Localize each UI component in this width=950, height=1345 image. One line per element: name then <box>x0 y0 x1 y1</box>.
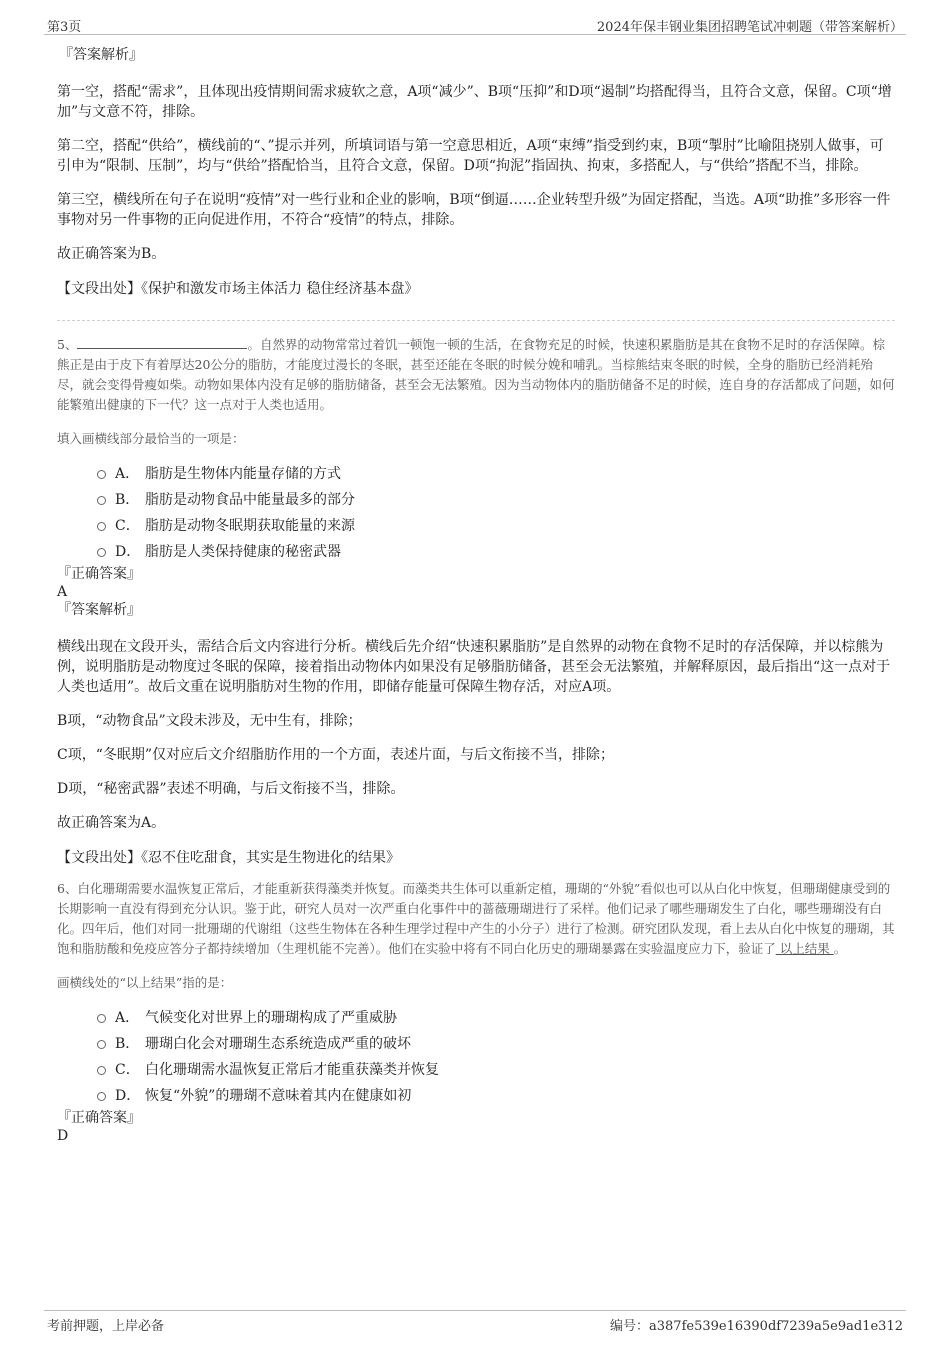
q6-options <box>57 1005 895 1109</box>
q5-analysis-d: D项，“秘密武器”表述不明确，与后文衔接不当，排除。 <box>57 781 405 797</box>
page-header <box>44 14 906 35</box>
document-title: 2024年保丰钢业集团招聘笔试冲刺题（带答案解析） <box>596 20 903 35</box>
q5-prompt: 填入画横线部分最恰当的一项是： <box>57 431 245 446</box>
radio-icon[interactable] <box>97 548 106 557</box>
q4-analysis-paragraph-1: 第一空，搭配“需求”，且体现出疫情期间需求疲软之意，A项“减少”、B项“压抑”和D项“遏制”均搭配得当，且符合文意，保留。C项“增加”与文意不符，排除。 <box>57 84 892 120</box>
q5-source: 【文段出处】《忍不住吃甜食，其实是生物进化的结果》 <box>57 850 400 866</box>
q6-answer-heading: 『正确答案』 <box>57 1110 141 1126</box>
q4-source: 【文段出处】《保护和激发市场主体活力 稳住经济基本盘》 <box>57 281 419 297</box>
q5-passage-text: 。自然界的动物常常过着饥一顿饱一顿的生活，在食物充足的时候，快速积累脂肪是其在食物不足时的存活保障。棕熊正是由于皮下有着厚达20公分的脂肪，才能度过漫长的冬眠，甚至还能在冬眠的时候分娩和哺乳。当棕熊结束冬眠的时候，全身的脂肪已经消耗殆尽，就会变得骨瘦如柴。动物如果体内没有足够的脂肪储备，甚至会无法繁殖。因为当动物体内的脂肪储备不足的时候，连自身的存活都成了问题，如何能繁殖出健康的下一代？这一点对于人类也适用。 <box>57 337 895 412</box>
q5-option-a[interactable]: A． 脂肪是生物体内能量存储的方式 <box>57 461 895 487</box>
q6-passage: 6、白化珊瑚需要水温恢复正常后，才能重新获得藻类并恢复。而藻类共生体可以重新定植，珊瑚的“外貌”看似也可以从白化中恢复，但珊瑚健康受到的长期影响一直没有得到充分认识。鉴于此，研究人员对一次严重白化事件中的蔷薇珊瑚进行了采样。他们记录了哪些珊瑚发生了白化，哪些珊瑚没有白化。四年后，他们对同一批珊瑚的代谢组（这些生物体在各种生理学过程中产生的小分子）进行了检测。研究团队发现，看上去从白化中恢复的珊瑚，其饱和脂肪酸和免疫应答分子都持续增加（生理机能不完善）。他们在实验中将有不同白化历史的珊瑚暴露在实验温度应力下，验证了 以上结果 。 <box>57 881 895 956</box>
q5-number: 5、 <box>57 337 78 352</box>
q5-options <box>57 461 895 565</box>
q5-conclusion: 故正确答案为A。 <box>57 815 166 831</box>
radio-icon[interactable] <box>97 522 106 531</box>
radio-icon[interactable] <box>97 1040 106 1049</box>
q6-prompt: 画横线处的“以上结果”指的是： <box>57 975 233 990</box>
document-code: 编号：a387fe539e16390df7239a5e9ad1e312 <box>610 1319 903 1334</box>
footer-slogan: 考前押题，上岸必备 <box>47 1319 165 1334</box>
q5-option-b[interactable]: B． 脂肪是动物食品中能量最多的部分 <box>57 487 895 513</box>
page-footer <box>44 1310 906 1335</box>
q4-analysis-paragraph-2: 第二空，搭配“供给”，横线前的“、”提示并列，所填词语与第一空意思相近，A项“束缚”指受到约束，B项“掣肘”比喻阻挠别人做事，可引申为“限制、压制”，均与“供给”搭配恰当，且符合文意，保留。D项“拘泥”指固执、拘束，多搭配人，与“供给”搭配不当，排除。 <box>57 138 884 174</box>
q6-answer: D <box>57 1128 69 1144</box>
q5-analysis-c: C项，“冬眠期”仅对应后文介绍脂肪作用的一个方面，表述片面，与后文衔接不当，排除； <box>57 747 615 763</box>
q6-underlined-phrase: 以上结果 <box>775 941 834 956</box>
q5-analysis-paragraph-1: 横线出现在文段开头，需结合后文内容进行分析。横线后先介绍“快速积累脂肪”是自然界的动物在食物不足时的存活保障，并以棕熊为例，说明脂肪是动物度过冬眠的保障，接着指出动物体内如果没有足够脂肪储备，甚至会无法繁殖，并解释原因，最后指出“这一点对于人类也适用”。故后文重在说明脂肪对生物的作用，即储存能量可保障生物存活，对应A项。 <box>57 639 891 695</box>
q5-option-d[interactable]: D． 脂肪是人类保持健康的秘密武器 <box>57 539 895 565</box>
radio-icon[interactable] <box>97 496 106 505</box>
radio-icon[interactable] <box>97 1014 106 1023</box>
q5-passage <box>57 335 895 415</box>
q6-option-b[interactable]: B． 珊瑚白化会对珊瑚生态系统造成严重的破坏 <box>57 1031 895 1057</box>
radio-icon[interactable] <box>97 1092 106 1101</box>
q6-option-c[interactable]: C． 白化珊瑚需水温恢复正常后才能重获藻类并恢复 <box>57 1057 895 1083</box>
q6-option-d[interactable]: D． 恢复“外貌”的珊瑚不意味着其内在健康如初 <box>57 1083 895 1109</box>
page-number: 第3页 <box>47 20 82 35</box>
q6-option-a[interactable]: A． 气候变化对世界上的珊瑚构成了严重威胁 <box>57 1005 895 1031</box>
q5-answer: A <box>57 584 68 600</box>
document-body <box>57 44 895 1145</box>
radio-icon[interactable] <box>97 1066 106 1075</box>
q5-analysis-heading: 『答案解析』 <box>57 602 141 618</box>
q5-option-c[interactable]: C． 脂肪是动物冬眠期获取能量的来源 <box>57 513 895 539</box>
radio-icon[interactable] <box>97 470 106 479</box>
q5-answer-heading: 『正确答案』 <box>57 566 141 582</box>
q4-analysis-heading: 『答案解析』 <box>59 47 143 63</box>
q4-analysis-paragraph-3: 第三空，横线所在句子在说明“疫情”对一些行业和企业的影响，B项“倒逼……企业转型升级”为固定搭配，当选。A项“助推”多形容一件事物对另一件事物的正向促进作用，不符合“疫情”的特点，排除。 <box>57 192 891 228</box>
q5-fill-blank <box>77 336 247 349</box>
q5-analysis-b: B项，“动物食品”文段未涉及，无中生有，排除； <box>57 713 362 729</box>
q4-conclusion: 故正确答案为B。 <box>57 246 166 262</box>
